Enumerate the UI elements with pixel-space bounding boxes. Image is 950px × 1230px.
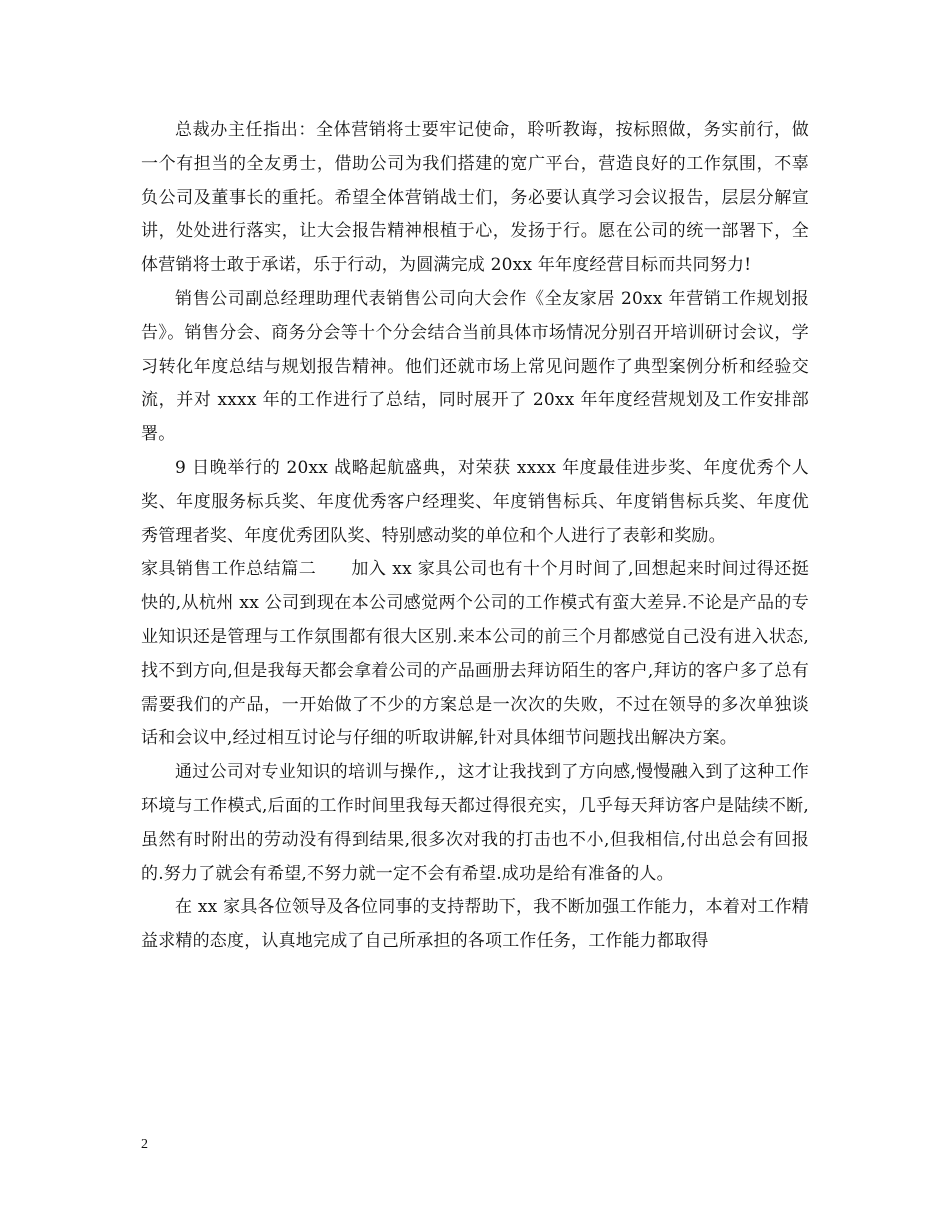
document-body — [141, 114, 809, 959]
paragraph-5: 通过公司对专业知识的培训与操作,，这才让我找到了方向感,慢慢融入到了这种工作环境与工作模式,后面的工作时间里我每天都过得很充实，几乎每天拜访客户是陆续不断,虽然有时附出的劳动没有得到结果,很多次对我的打击也不小,但我相信,付出总会有回报的.努力了就会有希望,不努力就一定不会有希望.成功是给有准备的人。 — [141, 762, 809, 884]
page-number: 2 — [141, 1137, 148, 1152]
paragraph-2: 销售公司副总经理助理代表销售公司向大会作《全友家居 20xx 年营销工作规划报告》。销售分会、商务分会等十个分会结合当前具体市场情况分别召开培训研讨会议，学习转化年度总结与规划报告精神。他们还就市场上常见问题作了典型案例分析和经验交流，并对 xxxx 年的工作进行了总结，同时展开了 20xx 年年度经营规划及工作安排部署。 — [141, 288, 809, 445]
paragraph-3: 9 日晚举行的 20xx 战略起航盛典，对荣获 xxxx 年度最佳进步奖、年度优秀个人奖、年度服务标兵奖、年度优秀客户经理奖、年度销售标兵、年度销售标兵奖、年度优秀管理者奖、年度优秀团队奖、特别感动奖的单位和个人进行了表彰和奖励。 — [141, 457, 809, 546]
paragraph-6: 在 xx 家具各位领导及各位同事的支持帮助下，我不断加强工作能力，本着对工作精益求精的态度，认真地完成了自己所承担的各项工作任务，工作能力都取得 — [141, 897, 809, 952]
paragraph-1: 总裁办主任指出：全体营销将士要牢记使命，聆听教诲，按标照做，务实前行，做一个有担当的全友勇士，借助公司为我们搭建的宽广平台，营造良好的工作氛围，不辜负公司及董事长的重托。希望全体营销战士们，务必要认真学习会议报告，层层分解宣讲，处处进行落实，让大会报告精神根植于心，发扬于行。愿在公司的统一部署下，全体营销将士敢于承诺，乐于行动，为圆满完成 20xx 年年度经营目标而共同努力! — [141, 120, 809, 276]
paragraph-4: 家具销售工作总结篇二 加入 xx 家具公司也有十个月时间了,回想起来时间过得还挺快的,从杭州 xx 公司到现在本公司感觉两个公司的工作模式有蛮大差异.不论是产品的专业知识还是管理与工作氛围都有很大区别.来本公司的前三个月都感觉自己没有进入状态,找不到方向,但是我每天都会拿着公司的产品画册去拜访陌生的客户,拜访的客户多了总有需要我们的产品，一开始做了不少的方案总是一次次的失败，不过在领导的多次单独谈话和会议中,经过相互讨论与仔细的听取讲解,针对具体细节问题找出解决方案。 — [141, 559, 809, 749]
